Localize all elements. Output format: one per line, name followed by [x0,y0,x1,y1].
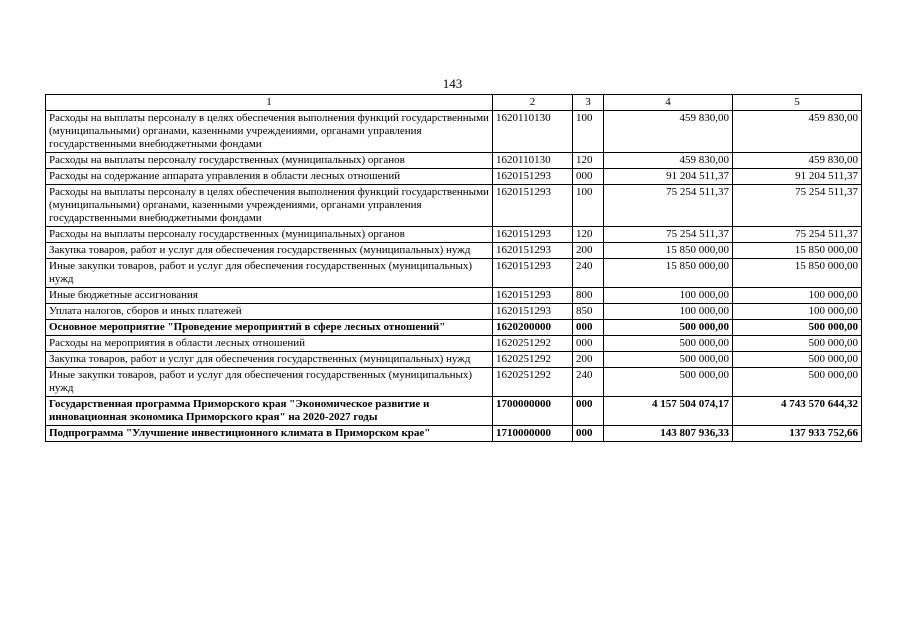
target-article-code-cell: 1620151293 [493,227,573,243]
expense-type-code-cell: 240 [573,259,604,288]
target-article-code-cell: 1620251292 [493,368,573,397]
amount-year-2-cell: 91 204 511,37 [733,169,862,185]
amount-year-2-cell: 500 000,00 [733,352,862,368]
amount-year-2-cell: 75 254 511,37 [733,185,862,227]
table-row [46,243,862,259]
target-article-code-cell: 1620151293 [493,259,573,288]
amount-year-2-cell: 459 830,00 [733,153,862,169]
amount-year-2-cell: 75 254 511,37 [733,227,862,243]
amount-year-2-cell: 500 000,00 [733,320,862,336]
expense-name-cell: Расходы на выплаты персоналу государственных (муниципальных) органов [46,227,493,243]
amount-year-1-cell: 15 850 000,00 [604,259,733,288]
expense-name-cell: Закупка товаров, работ и услуг для обеспечения государственных (муниципальных) нужд [46,352,493,368]
budget-table-body [46,95,862,442]
expense-type-code-cell: 000 [573,426,604,442]
column-number-1: 1 [46,95,493,111]
table-row [46,336,862,352]
amount-year-2-cell: 137 933 752,66 [733,426,862,442]
amount-year-2-cell: 15 850 000,00 [733,243,862,259]
amount-year-1-cell: 100 000,00 [604,304,733,320]
expense-type-code-cell: 120 [573,227,604,243]
amount-year-1-cell: 459 830,00 [604,111,733,153]
table-row [46,153,862,169]
budget-table [45,94,862,442]
amount-year-2-cell: 100 000,00 [733,304,862,320]
expense-name-cell: Уплата налогов, сборов и иных платежей [46,304,493,320]
expense-name-cell: Расходы на выплаты персоналу в целях обеспечения выполнения функций государственными (муниципальными) органами, казенными учреждениями, органами управления государственными внебюджетными фондами [46,185,493,227]
expense-name-cell: Иные закупки товаров, работ и услуг для обеспечения государственных (муниципальных) нужд [46,368,493,397]
expense-type-code-cell: 100 [573,111,604,153]
expense-name-cell: Иные закупки товаров, работ и услуг для обеспечения государственных (муниципальных) нужд [46,259,493,288]
table-row [46,426,862,442]
amount-year-1-cell: 500 000,00 [604,368,733,397]
amount-year-1-cell: 75 254 511,37 [604,185,733,227]
amount-year-1-cell: 4 157 504 074,17 [604,397,733,426]
expense-type-code-cell: 240 [573,368,604,397]
target-article-code-cell: 1620251292 [493,336,573,352]
expense-type-code-cell: 200 [573,243,604,259]
table-row [46,288,862,304]
target-article-code-cell: 1620110130 [493,111,573,153]
expense-name-cell: Подпрограмма "Улучшение инвестиционного климата в Приморском крае" [46,426,493,442]
expense-name-cell: Расходы на содержание аппарата управления в области лесных отношений [46,169,493,185]
target-article-code-cell: 1620200000 [493,320,573,336]
table-row [46,169,862,185]
amount-year-1-cell: 15 850 000,00 [604,243,733,259]
expense-name-cell: Закупка товаров, работ и услуг для обеспечения государственных (муниципальных) нужд [46,243,493,259]
expense-type-code-cell: 000 [573,320,604,336]
expense-type-code-cell: 000 [573,169,604,185]
table-row [46,368,862,397]
target-article-code-cell: 1620110130 [493,153,573,169]
expense-type-code-cell: 120 [573,153,604,169]
page-number: 143 [442,76,463,91]
target-article-code-cell: 1710000000 [493,426,573,442]
target-article-code-cell: 1620251292 [493,352,573,368]
amount-year-1-cell: 143 807 936,33 [604,426,733,442]
amount-year-2-cell: 15 850 000,00 [733,259,862,288]
target-article-code-cell: 1620151293 [493,185,573,227]
table-row [46,352,862,368]
amount-year-2-cell: 459 830,00 [733,111,862,153]
expense-name-cell: Государственная программа Приморского края "Экономическое развитие и инновационная экономика Приморского края" на 2020-2027 годы [46,397,493,426]
table-row [46,304,862,320]
table-row [46,320,862,336]
expense-type-code-cell: 800 [573,288,604,304]
amount-year-2-cell: 500 000,00 [733,368,862,397]
target-article-code-cell: 1620151293 [493,304,573,320]
expense-type-code-cell: 100 [573,185,604,227]
column-number-5: 5 [733,95,862,111]
table-row [46,227,862,243]
amount-year-1-cell: 500 000,00 [604,352,733,368]
expense-type-code-cell: 850 [573,304,604,320]
amount-year-1-cell: 75 254 511,37 [604,227,733,243]
expense-name-cell: Расходы на мероприятия в области лесных отношений [46,336,493,352]
amount-year-1-cell: 459 830,00 [604,153,733,169]
amount-year-2-cell: 100 000,00 [733,288,862,304]
column-number-2: 2 [493,95,573,111]
expense-name-cell: Расходы на выплаты персоналу государственных (муниципальных) органов [46,153,493,169]
target-article-code-cell: 1620151293 [493,243,573,259]
column-number-3: 3 [573,95,604,111]
amount-year-1-cell: 500 000,00 [604,336,733,352]
amount-year-1-cell: 100 000,00 [604,288,733,304]
expense-type-code-cell: 000 [573,397,604,426]
column-number-row [46,95,862,111]
target-article-code-cell: 1620151293 [493,288,573,304]
table-row [46,259,862,288]
expense-name-cell: Расходы на выплаты персоналу в целях обеспечения выполнения функций государственными (муниципальными) органами, казенными учреждениями, органами управления государственными внебюджетными фондами [46,111,493,153]
amount-year-1-cell: 91 204 511,37 [604,169,733,185]
expense-type-code-cell: 200 [573,352,604,368]
target-article-code-cell: 1620151293 [493,169,573,185]
table-row [46,397,862,426]
table-row [46,185,862,227]
amount-year-1-cell: 500 000,00 [604,320,733,336]
table-row [46,111,862,153]
expense-name-cell: Основное мероприятие "Проведение мероприятий в сфере лесных отношений" [46,320,493,336]
target-article-code-cell: 1700000000 [493,397,573,426]
expense-type-code-cell: 000 [573,336,604,352]
column-number-4: 4 [604,95,733,111]
amount-year-2-cell: 500 000,00 [733,336,862,352]
expense-name-cell: Иные бюджетные ассигнования [46,288,493,304]
amount-year-2-cell: 4 743 570 644,32 [733,397,862,426]
